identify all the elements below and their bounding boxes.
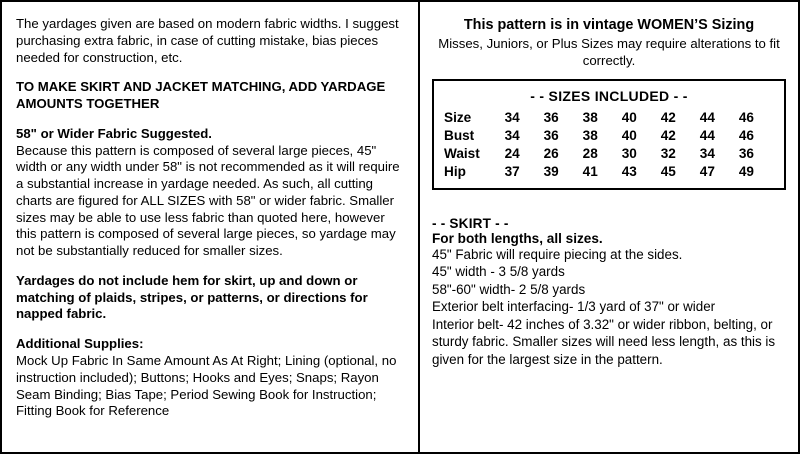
row-label: Bust [444,127,475,143]
row-label: Hip [444,163,466,179]
spacer [16,113,404,126]
additional-supplies-heading: Additional Supplies: [16,336,144,352]
right-column [420,2,798,452]
table-row [440,162,778,180]
cell: 34 [504,109,520,125]
cell: 44 [699,109,715,125]
skirt-section-subheading: For both lengths, all sizes. [432,231,603,247]
cell: 37 [504,163,520,179]
cell: 42 [660,109,676,125]
cell: 46 [738,109,754,125]
cell: 24 [504,145,520,161]
table-row [440,108,778,126]
fabric-width-body: Because this pattern is composed of several large pieces, 45" width or any width under 58" is not recommended as it will require a substantial increase in yardage needed. As such, all cutting charts are figured for ALL SIZES with 58" or wider fabric. Smaller sizes may be able to use less fabric than quoted here, however this pattern is composed of several large pieces, so yardage may not be substantially reduced for smaller sizes. [16,142,400,259]
cell: 38 [582,109,598,125]
sizes-table [440,108,778,180]
skirt-line: 45" Fabric will require piecing at the sides. [432,247,683,263]
cell: 36 [738,145,754,161]
cell: 49 [738,163,754,179]
cell: 40 [621,109,637,125]
sizes-included-title: - - SIZES INCLUDED - - [530,88,688,105]
cell: 43 [621,163,637,179]
spacer [16,323,404,336]
spacer [432,190,786,216]
cell: 39 [543,163,559,179]
hem-note: Yardages do not include hem for skirt, up and down or matching of plaids, stripes, or patterns, or directions for napped fabric. [16,272,368,322]
cell: 26 [543,145,559,161]
vintage-sizing-subtitle: Misses, Juniors, or Plus Sizes may require alterations to fit correctly. [438,35,780,68]
vintage-sizing-title: This pattern is in vintage WOMEN’S Sizing [463,17,755,33]
cell: 34 [699,145,715,161]
cell: 45 [660,163,676,179]
skirt-line: Exterior belt interfacing- 1/3 yard of 37" or wider [432,299,716,315]
cell: 44 [699,127,715,143]
spacer [16,260,404,273]
cell: 34 [504,127,520,143]
cell: 36 [543,127,559,143]
skirt-line: 58"-60" width- 2 5/8 yards [432,281,586,297]
cell: 32 [660,145,676,161]
additional-supplies-body: Mock Up Fabric In Same Amount As At Right; Lining (optional, no instruction included); Buttons; Hooks and Eyes; Snaps; Rayon Seam Binding; Bias Tape; Period Sewing Book for Instruction; Fitting Book for Reference [16,353,397,419]
cell: 42 [660,127,676,143]
cell: 47 [699,163,715,179]
spacer [16,66,404,79]
interior-belt-paragraph: Interior belt- 42 inches of 3.32" or wider ribbon, belting, or sturdy fabric. Smaller sizes will need less length, as this is given for the largest size in the pattern. [432,316,776,367]
cell: 28 [582,145,598,161]
cell: 46 [738,127,754,143]
row-label: Size [444,109,472,125]
cell: 40 [621,127,637,143]
fabric-width-heading: 58" or Wider Fabric Suggested. [16,125,212,141]
table-row [440,126,778,144]
skirt-line: 45" width - 3 5/8 yards [432,264,565,280]
matching-heading: TO MAKE SKIRT AND JACKET MATCHING, ADD YARDAGE AMOUNTS TOGETHER [16,79,386,112]
skirt-section-heading: - - SKIRT - - [432,216,509,232]
cell: 38 [582,127,598,143]
table-row [440,144,778,162]
sizes-table-body [440,108,778,180]
cell: 36 [543,109,559,125]
intro-paragraph: The yardages given are based on modern fabric widths. I suggest purchasing extra fabric, in case of cutting mistake, bias pieces needed for construction, etc. [16,16,399,65]
cell: 41 [582,163,598,179]
sizes-included-box [432,79,786,190]
left-column [2,2,420,452]
cell: 30 [621,145,637,161]
row-label: Waist [444,145,480,161]
